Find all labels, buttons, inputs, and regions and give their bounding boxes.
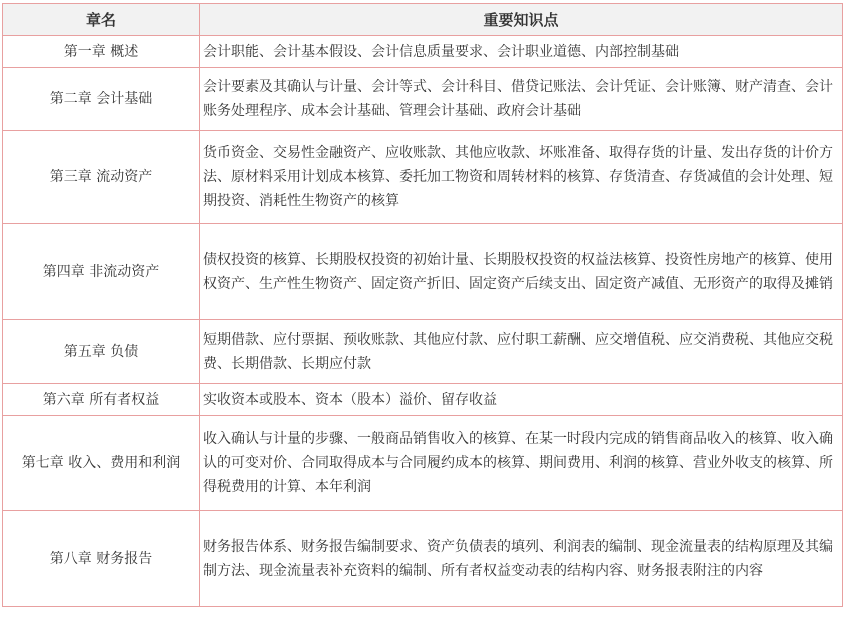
- table-row: [3, 416, 843, 511]
- chapter-cell: 第八章 财务报告: [3, 511, 200, 607]
- header-points: 重要知识点: [200, 4, 843, 36]
- points-cell: 货币资金、交易性金融资产、应收账款、其他应收款、坏账准备、取得存货的计量、发出存货的计价方法、原材料采用计划成本核算、委托加工物资和周转材料的核算、存货清查、存货减值的会计处理、短期投资、消耗性生物资产的核算: [200, 131, 843, 224]
- points-cell: 会计要素及其确认与计量、会计等式、会计科目、借贷记账法、会计凭证、会计账簿、财产清查、会计账务处理程序、成本会计基础、管理会计基础、政府会计基础: [200, 68, 843, 131]
- table-row: [3, 131, 843, 224]
- knowledge-table: [2, 3, 843, 607]
- points-cell: 会计职能、会计基本假设、会计信息质量要求、会计职业道德、内部控制基础: [200, 36, 843, 68]
- table-row: [3, 320, 843, 384]
- table-row: [3, 68, 843, 131]
- points-cell: 债权投资的核算、长期股权投资的初始计量、长期股权投资的权益法核算、投资性房地产的核算、使用权资产、生产性生物资产、固定资产折旧、固定资产后续支出、固定资产减值、无形资产的取得及摊销: [200, 224, 843, 320]
- table-row: [3, 224, 843, 320]
- points-cell: 短期借款、应付票据、预收账款、其他应付款、应付职工薪酬、应交增值税、应交消费税、其他应交税费、长期借款、长期应付款: [200, 320, 843, 384]
- table-row: [3, 36, 843, 68]
- table-row: [3, 511, 843, 607]
- points-cell: 实收资本或股本、资本（股本）溢价、留存收益: [200, 384, 843, 416]
- chapter-cell: 第五章 负债: [3, 320, 200, 384]
- chapter-cell: 第七章 收入、费用和利润: [3, 416, 200, 511]
- table-header-row: [3, 4, 843, 36]
- points-cell: 收入确认与计量的步骤、一般商品销售收入的核算、在某一时段内完成的销售商品收入的核算、收入确认的可变对价、合同取得成本与合同履约成本的核算、期间费用、利润的核算、营业外收支的核算、所得税费用的计算、本年利润: [200, 416, 843, 511]
- chapter-cell: 第四章 非流动资产: [3, 224, 200, 320]
- header-chapter: 章名: [3, 4, 200, 36]
- table-row: [3, 384, 843, 416]
- chapter-cell: 第六章 所有者权益: [3, 384, 200, 416]
- chapter-cell: 第二章 会计基础: [3, 68, 200, 131]
- chapter-cell: 第三章 流动资产: [3, 131, 200, 224]
- chapter-cell: 第一章 概述: [3, 36, 200, 68]
- points-cell: 财务报告体系、财务报告编制要求、资产负债表的填列、利润表的编制、现金流量表的结构原理及其编制方法、现金流量表补充资料的编制、所有者权益变动表的结构内容、财务报表附注的内容: [200, 511, 843, 607]
